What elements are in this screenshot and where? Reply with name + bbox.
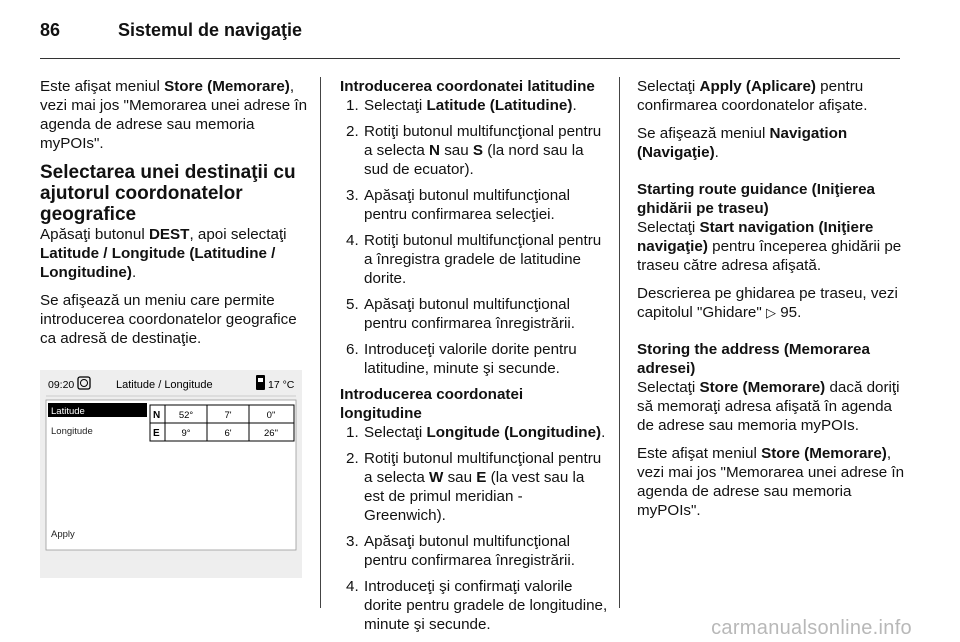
- page-reference[interactable]: 95.: [780, 304, 802, 321]
- screen-time: 09:20: [48, 379, 75, 391]
- paragraph: Selectaţi Start navigation (Iniţiere navigaţie) pentru începerea ghidării pe traseu către adresa afişată.: [637, 219, 902, 274]
- paragraph: Selectaţi Store (Memorare) dacă doriţi să memoraţi adresa afişată în agenda de adrese sau memoria myPOIs.: [637, 379, 900, 434]
- subsection-heading: Introducerea coordonatei latitudine: [340, 78, 595, 95]
- list-item: 1. Selectaţi Longitude (Longitudine).: [346, 424, 606, 441]
- lat-seconds[interactable]: 0": [266, 410, 276, 421]
- screen-figure: [40, 370, 302, 578]
- lon-direction: E: [153, 428, 160, 439]
- list-item: 5. Apăsaţi butonul multifuncţional pentru confirmarea înregistrării.: [346, 296, 576, 332]
- lat-minutes[interactable]: 7': [224, 410, 232, 421]
- paragraph: Selectaţi Apply (Aplicare) pentru confirmarea coordonatelor afişate.: [637, 78, 868, 114]
- column-divider: [619, 77, 620, 608]
- lat-degrees[interactable]: 52°: [178, 410, 194, 421]
- page-title: Sistemul de navigaţie: [118, 20, 303, 40]
- lon-degrees[interactable]: 9°: [181, 428, 191, 439]
- list-item: 4. Introduceţi şi confirmaţi valorile dorite pentru gradele de longitudine, minute şi secunde.: [346, 578, 608, 633]
- column-divider: [320, 77, 321, 608]
- list-item: 2. Rotiţi butonul multifuncţional pentru a selecta W sau E (la vest sau la est de primul meridian - Greenwich).: [346, 450, 602, 524]
- screen-temperature: 17 °C: [268, 379, 295, 391]
- lon-minutes[interactable]: 6': [224, 428, 232, 439]
- page-number: 86: [40, 20, 61, 40]
- paragraph: Este afişat meniul Store (Memorare), vezi mai jos "Memorarea unei adrese în agenda de adrese sau memoria myPOIs".: [637, 445, 905, 519]
- paragraph: Apăsaţi butonul DEST, apoi selectaţi Latitude / Longitude (Latitudine / Longitudine).: [40, 226, 287, 281]
- subsection-heading: Starting route guidance (Iniţierea ghidării pe traseu): [637, 181, 875, 217]
- list-item: 6. Introduceţi valorile dorite pentru latitudine, minute şi secunde.: [346, 341, 577, 377]
- lat-direction: N: [153, 410, 161, 421]
- list-item: 2. Rotiţi butonul multifuncţional pentru a selecta N sau S (la nord sau la sud de ecuator).: [346, 123, 602, 178]
- longitude-steps: [340, 423, 608, 634]
- paragraph: Descrierea pe ghidarea pe traseu, vezi capitolul "Ghidare" ▷ 95.: [637, 285, 898, 321]
- subsection-heading: Storing the address (Memorarea adresei): [637, 341, 870, 377]
- paragraph: Se afişează un meniu care permite introducerea coordonatelor geografice ca adresă de destinaţie.: [40, 292, 297, 347]
- page-reference-icon: ▷: [765, 305, 776, 320]
- menu-item-latitude[interactable]: Latitude: [51, 406, 85, 417]
- paragraph: Se afişează meniul Navigation (Navigaţie).: [637, 125, 848, 161]
- list-item: 3. Apăsaţi butonul multifuncţional pentru confirmarea înregistrării.: [346, 533, 576, 569]
- watermark: carmanualsonline.info: [711, 617, 912, 639]
- column-2: [340, 77, 608, 641]
- list-item: 1. Selectaţi Latitude (Latitudine).: [346, 97, 577, 114]
- section-heading: Selectarea unei destinaţii cu ajutorul coordonatelor geografice: [40, 162, 296, 225]
- lon-seconds[interactable]: 26": [264, 428, 278, 439]
- list-item: 3. Apăsaţi butonul multifuncţional pentru confirmarea selecţiei.: [346, 187, 571, 223]
- column-3: [637, 77, 905, 529]
- display-screenshot: [40, 370, 302, 578]
- screen-title: Latitude / Longitude: [116, 379, 213, 391]
- paragraph: Este afişat meniul Store (Memorare), vezi mai jos "Memorarea unei adrese în agenda de adrese sau memoria myPOIs".: [40, 78, 308, 152]
- menu-item-longitude[interactable]: Longitude: [51, 426, 93, 437]
- page-header: [40, 20, 302, 41]
- apply-button[interactable]: Apply: [51, 529, 75, 540]
- header-rule: [40, 58, 900, 59]
- phone-icon: [256, 375, 265, 390]
- latitude-steps: [340, 96, 608, 378]
- column-1: [40, 77, 308, 578]
- list-item: 4. Rotiţi butonul multifuncţional pentru a înregistra gradele de latitudine dorite.: [346, 232, 602, 287]
- subsection-heading: Introducerea coordonatei longitudine: [340, 386, 524, 422]
